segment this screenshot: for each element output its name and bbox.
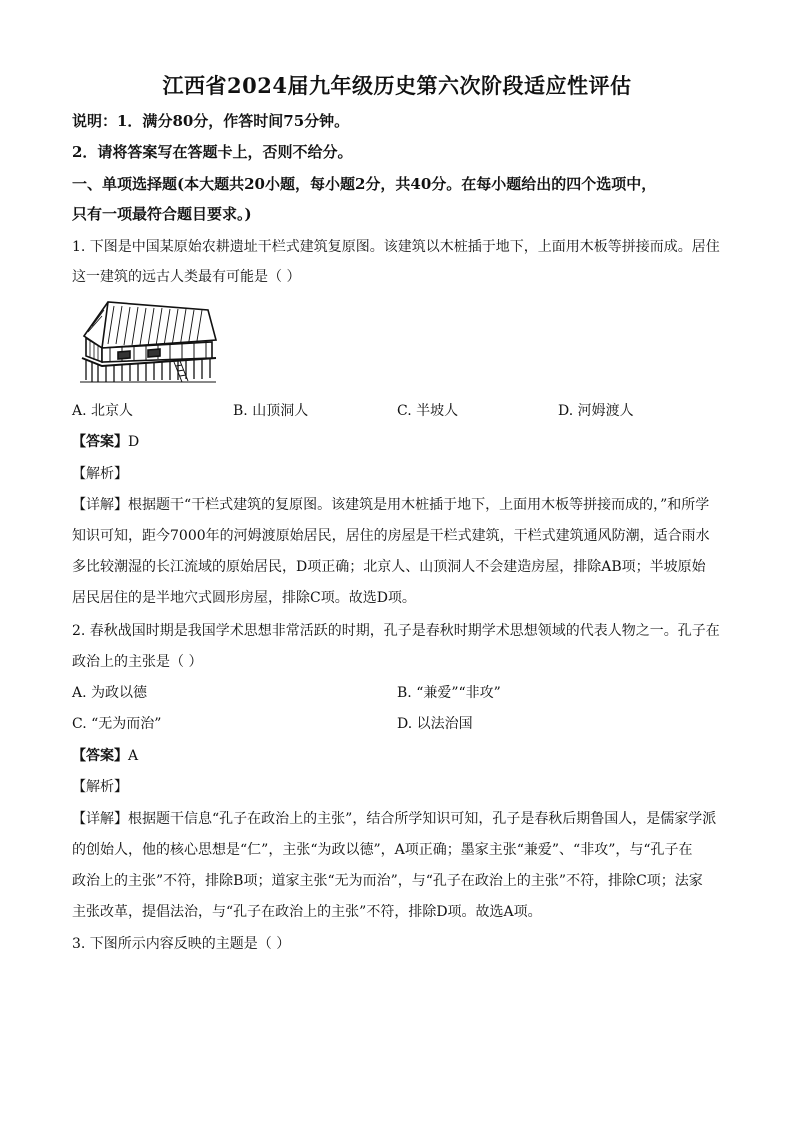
page-title: 江西省2024届九年级历史第六次阶段适应性评估: [162, 73, 632, 98]
q2-option-d: D. 以法治国: [397, 716, 473, 732]
instruction-line-1: 说明：1．满分80分，作答时间75分钟。: [72, 112, 350, 130]
q1-detail-line-4: 居民居住的是半地穴式圆形房屋，排除C项。故选D项。: [72, 590, 416, 606]
q1-detail-line-2: 知识可知，距今7000年的河姆渡原始居民，居住的房屋是干栏式建筑，干栏式建筑通风防潮，适合雨水: [72, 528, 710, 544]
q2-option-a: A. 为政以德: [72, 685, 148, 701]
q1-stem-line-2: 这一建筑的远古人类最有可能是（ ）: [72, 269, 301, 285]
q1-option-d: D. 河姆渡人: [558, 403, 634, 419]
q1-option-a: A. 北京人: [72, 403, 134, 419]
q2-detail-line-2: 的创始人，他的核心思想是“仁”，主张“为政以德”，A项正确；墨家主张“兼爱”、“非攻”，与“孔子在: [72, 842, 693, 858]
q1-detail-line-1: 【详解】根据题干“干栏式建筑的复原图。该建筑是用木桩插于地下，上面用木板等拼接而成的，”和所学: [72, 497, 710, 513]
answer-value: D: [128, 434, 140, 450]
q2-option-b: B. “兼爱”“非攻”: [397, 685, 501, 701]
q2-analysis-label: 【解析】: [72, 779, 128, 795]
q2-detail-line-3: 政治上的主张”不符，排除B项；道家主张“无为而治”，与“孔子在政治上的主张”不符，排除C项；法家: [72, 873, 703, 889]
q1-option-b: B. 山顶洞人: [233, 403, 309, 419]
q2-option-c: C. “无为而治”: [72, 716, 162, 732]
answer-value: A: [128, 748, 139, 764]
stilt-house-illustration: [78, 296, 218, 384]
answer-label: 【答案】: [72, 434, 128, 450]
instruction-line-2: 2．请将答案写在答题卡上，否则不给分。: [72, 143, 353, 161]
q2-answer: [72, 745, 138, 765]
q2-stem-line-1: 2. 春秋战国时期是我国学术思想非常活跃的时期，孔子是春秋时期学术思想领域的代表人物之一。孔子在: [72, 623, 720, 639]
q1-stem-line-1: 1. 下图是中国某原始农耕遗址干栏式建筑复原图。该建筑以木桩插于地下，上面用木板等拼接而成。居住: [72, 239, 720, 255]
q2-stem-line-2: 政治上的主张是（ ）: [72, 654, 203, 670]
q1-answer: [72, 431, 139, 451]
answer-label: 【答案】: [72, 748, 128, 764]
q1-analysis-label: 【解析】: [72, 466, 128, 482]
section-heading-line-1: 一、单项选择题(本大题共20小题，每小题2分，共40分。在每小题给出的四个选项中，: [72, 175, 657, 193]
section-heading-line-2: 只有一项最符合题目要求。): [72, 205, 252, 223]
q1-detail-line-3: 多比较潮湿的长江流域的原始居民，D项正确；北京人、山顶洞人不会建造房屋，排除AB项；半坡原始: [72, 559, 706, 575]
q2-detail-line-1: 【详解】根据题干信息“孔子在政治上的主张”，结合所学知识可知，孔子是春秋后期鲁国人，是儒家学派: [72, 811, 717, 827]
q2-detail-line-4: 主张改革，提倡法治，与“孔子在政治上的主张”不符，排除D项。故选A项。: [72, 904, 542, 920]
q3-stem-line-1: 3. 下图所示内容反映的主题是（ ）: [72, 936, 291, 952]
q1-option-c: C. 半坡人: [397, 403, 459, 419]
